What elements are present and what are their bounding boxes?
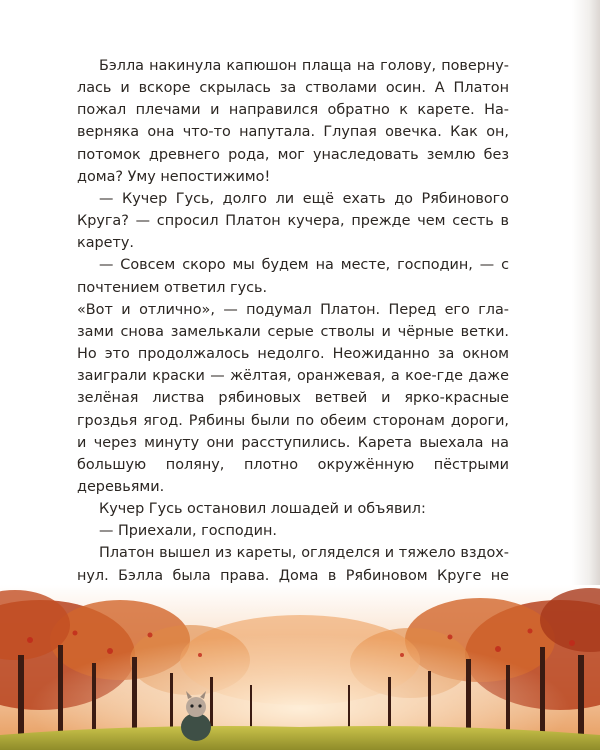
paragraph: Бэлла накинула капюшон плаща на голову, поверну-лась и вскоре скрылась за стволами осин. А Платон пожал плечами и направился обратно к карете. На-верняка она что-то напутала. Глупая овечка. Как он, потомок древнего рода, мог унаследовать землю без дома? Уму непостижимо! xyxy=(77,58,509,185)
paragraph: Кучер Гусь остановил лошадей и объявил: xyxy=(99,501,426,518)
paragraph: «Вот и отлично», — подумал Платон. Перед его гла-зами снова замелькали серые стволы и чёрные ветки. Но это продолжалось недолго. Неожиданно за окном заиграли краски — жёлтая, оранжевая, а кое-где даже зелёная листва рябиновых ветвей и ярко-красные гроздья ягод. Рябины были по обеим сторонам дороги, и через минуту они расступились. Карета выехала на большую поляну, плотно окружённую пёстрыми деревьями. xyxy=(77,301,509,495)
paragraph: — Совсем скоро мы будем на месте, господин, — с почтением ответил гусь. xyxy=(77,257,509,296)
paragraph: — Кучер Гусь, долго ли ещё ехать до Рябинового Круга? — спросил Платон кучера, прежде чем сесть в карету. xyxy=(77,190,509,252)
autumn-forest-illustration xyxy=(0,585,600,750)
clearing-grass xyxy=(0,726,600,750)
story-text xyxy=(77,55,509,609)
paragraph: Платон вышел из кареты, огляделся и тяжело вздох-нул. Бэлла была права. Дома в Рябиновом Круге не xyxy=(77,545,509,584)
paragraph: — Приехали, господин. xyxy=(99,523,277,540)
